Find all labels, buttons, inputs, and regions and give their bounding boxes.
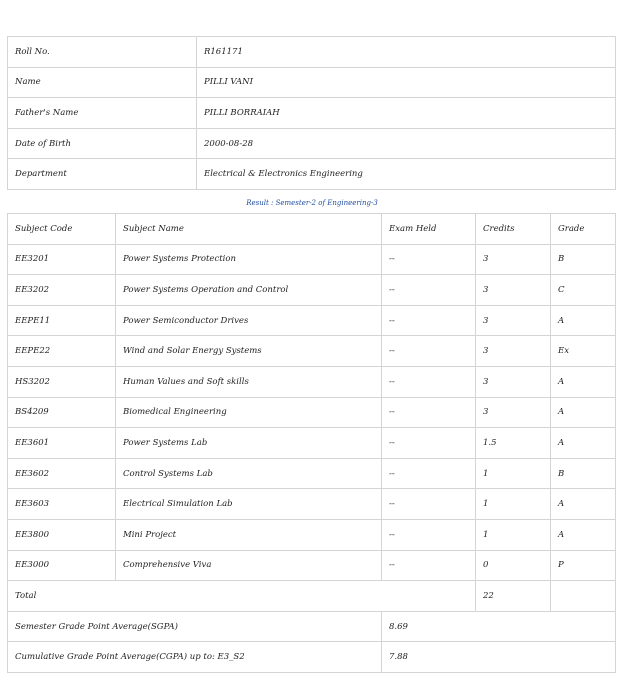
cgpa-row bbox=[8, 642, 616, 673]
subject-row bbox=[8, 244, 616, 275]
subject-code: EE3800 bbox=[8, 519, 116, 550]
cgpa-value: 7.88 bbox=[382, 642, 616, 673]
subject-row bbox=[8, 336, 616, 367]
subject-row bbox=[8, 305, 616, 336]
credits: 3 bbox=[476, 305, 551, 336]
subject-name: Power Systems Operation and Control bbox=[116, 275, 382, 306]
subject-row bbox=[8, 428, 616, 459]
subject-name: Control Systems Lab bbox=[116, 458, 382, 489]
subject-row bbox=[8, 458, 616, 489]
roll-value: R161171 bbox=[197, 37, 616, 68]
subject-name: Wind and Solar Energy Systems bbox=[116, 336, 382, 367]
subject-name: Human Values and Soft skills bbox=[116, 366, 382, 397]
grade: B bbox=[551, 458, 616, 489]
exam-held: -- bbox=[382, 489, 476, 520]
father-name-label: Father's Name bbox=[8, 98, 197, 129]
subject-code: EE3602 bbox=[8, 458, 116, 489]
subject-code: EE3601 bbox=[8, 428, 116, 459]
subject-name: Biomedical Engineering bbox=[116, 397, 382, 428]
subject-name: Power Systems Protection bbox=[116, 244, 382, 275]
header-exam-held: Exam Held bbox=[382, 214, 476, 245]
grade: A bbox=[551, 428, 616, 459]
grade: A bbox=[551, 305, 616, 336]
subject-name: Power Semiconductor Drives bbox=[116, 305, 382, 336]
total-label: Total bbox=[8, 581, 476, 612]
exam-held: -- bbox=[382, 397, 476, 428]
exam-held: -- bbox=[382, 519, 476, 550]
grade: A bbox=[551, 489, 616, 520]
total-credits: 22 bbox=[476, 581, 551, 612]
name-label: Name bbox=[8, 67, 197, 98]
subject-code: EE3202 bbox=[8, 275, 116, 306]
grade: A bbox=[551, 366, 616, 397]
exam-held: -- bbox=[382, 305, 476, 336]
exam-held: -- bbox=[382, 275, 476, 306]
subject-name: Comprehensive Viva bbox=[116, 550, 382, 581]
credits: 1 bbox=[476, 458, 551, 489]
credits: 3 bbox=[476, 397, 551, 428]
grade: B bbox=[551, 244, 616, 275]
subject-code: EE3201 bbox=[8, 244, 116, 275]
subject-name: Mini Project bbox=[116, 519, 382, 550]
roll-label: Roll No. bbox=[8, 37, 197, 68]
department-value: Electrical & Electronics Engineering bbox=[197, 159, 616, 190]
subject-code: EE3000 bbox=[8, 550, 116, 581]
header-subject-name: Subject Name bbox=[116, 214, 382, 245]
total-row bbox=[8, 581, 616, 612]
marks-table bbox=[7, 213, 616, 673]
credits: 1 bbox=[476, 489, 551, 520]
name-row bbox=[8, 67, 616, 98]
exam-held: -- bbox=[382, 428, 476, 459]
sgpa-label: Semester Grade Point Average(SGPA) bbox=[8, 611, 382, 642]
exam-held: -- bbox=[382, 458, 476, 489]
subject-code: EE3603 bbox=[8, 489, 116, 520]
subject-name: Electrical Simulation Lab bbox=[116, 489, 382, 520]
dob-row bbox=[8, 128, 616, 159]
department-row bbox=[8, 159, 616, 190]
grade: Ex bbox=[551, 336, 616, 367]
total-grade-empty bbox=[551, 581, 616, 612]
subject-row bbox=[8, 489, 616, 520]
dob-value: 2000-08-28 bbox=[197, 128, 616, 159]
grade: A bbox=[551, 397, 616, 428]
header-row bbox=[8, 214, 616, 245]
exam-held: -- bbox=[382, 244, 476, 275]
grade: P bbox=[551, 550, 616, 581]
credits: 3 bbox=[476, 366, 551, 397]
sgpa-row bbox=[8, 611, 616, 642]
subject-code: EEPE22 bbox=[8, 336, 116, 367]
credits: 3 bbox=[476, 244, 551, 275]
subject-code: HS3202 bbox=[8, 366, 116, 397]
subject-row bbox=[8, 397, 616, 428]
credits: 0 bbox=[476, 550, 551, 581]
credits: 3 bbox=[476, 275, 551, 306]
exam-held: -- bbox=[382, 336, 476, 367]
father-name-value: PILLI BORRAIAH bbox=[197, 98, 616, 129]
result-caption: Result : Semester-2 of Engineering-3 bbox=[246, 199, 378, 207]
department-label: Department bbox=[8, 159, 197, 190]
subject-row bbox=[8, 550, 616, 581]
subject-row bbox=[8, 519, 616, 550]
student-info-table bbox=[7, 36, 616, 190]
header-grade: Grade bbox=[551, 214, 616, 245]
sgpa-value: 8.69 bbox=[382, 611, 616, 642]
name-value: PILLI VANI bbox=[197, 67, 616, 98]
subject-code: BS4209 bbox=[8, 397, 116, 428]
subject-row bbox=[8, 366, 616, 397]
father-name-row bbox=[8, 98, 616, 129]
cgpa-label: Cumulative Grade Point Average(CGPA) up to: E3_S2 bbox=[8, 642, 382, 673]
header-subject-code: Subject Code bbox=[8, 214, 116, 245]
grade: C bbox=[551, 275, 616, 306]
credits: 3 bbox=[476, 336, 551, 367]
exam-held: -- bbox=[382, 550, 476, 581]
credits: 1 bbox=[476, 519, 551, 550]
credits: 1.5 bbox=[476, 428, 551, 459]
header-credits: Credits bbox=[476, 214, 551, 245]
subject-row bbox=[8, 275, 616, 306]
subject-code: EEPE11 bbox=[8, 305, 116, 336]
grade: A bbox=[551, 519, 616, 550]
dob-label: Date of Birth bbox=[8, 128, 197, 159]
subject-name: Power Systems Lab bbox=[116, 428, 382, 459]
exam-held: -- bbox=[382, 366, 476, 397]
roll-row bbox=[8, 37, 616, 68]
